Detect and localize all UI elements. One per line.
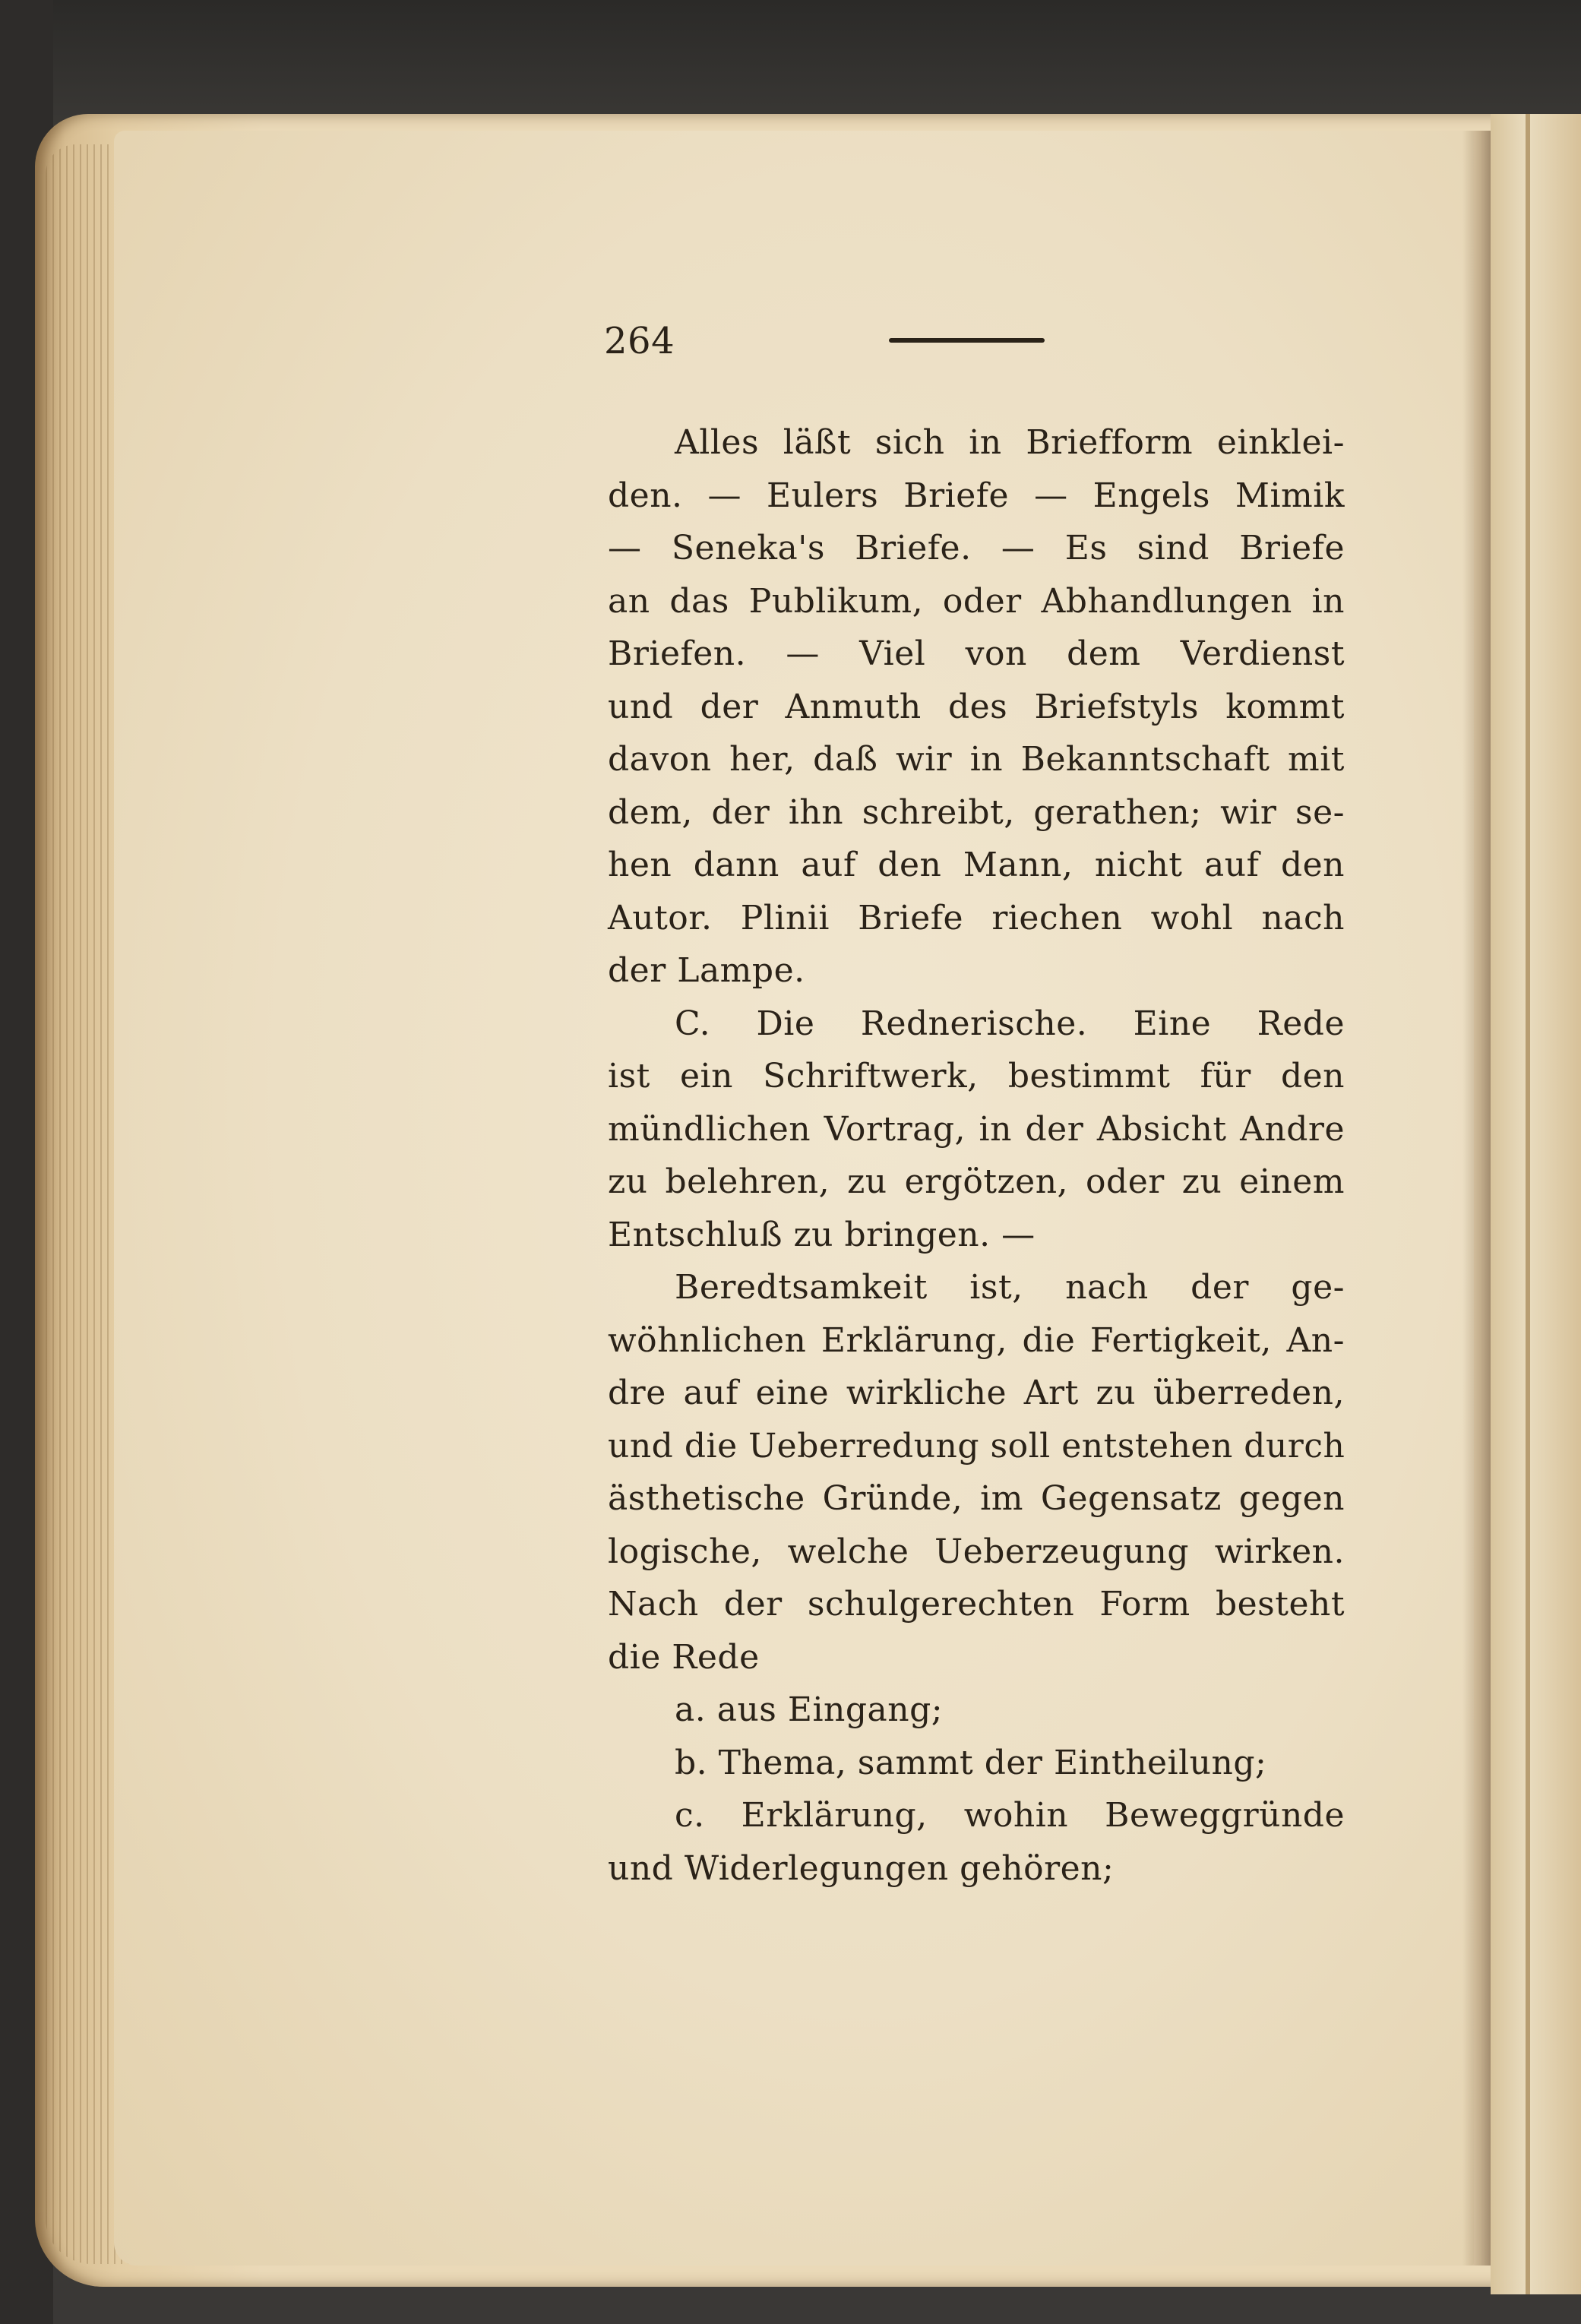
text-line: hen dann auf den Mann, nicht auf den (608, 846, 1345, 884)
text-line: die Rede (608, 1637, 760, 1677)
text-line: und der Anmuth des Briefstyls kommt (608, 687, 1345, 726)
list-item: b. Thema, sammt der Eintheilung; (675, 1743, 1267, 1782)
text-line: den. — Eulers Briefe — Engels Mimik (608, 476, 1345, 515)
facing-page-edge (1491, 114, 1581, 2294)
text-line: dre auf eine wirkliche Art zu überreden, (608, 1374, 1345, 1412)
list-item: a. aus Eingang; (675, 1690, 944, 1729)
text-line: mündlichen Vortrag, in der Absicht Andre (608, 1109, 1345, 1149)
text-line: an das Publikum, oder Abhandlungen in (608, 581, 1345, 621)
page-number: 264 (604, 320, 675, 362)
book-gutter (1462, 131, 1493, 2266)
text-line: Autor. Plinii Briefe riechen wohl nach (608, 898, 1345, 938)
text-line: logische, welche Ueberzeugung wirken. (608, 1532, 1345, 1571)
text-line: und Widerlegungen gehören; (608, 1848, 1115, 1888)
list-item: c. Erklärung, wohin Beweggründe (675, 1796, 1345, 1835)
text-line: Nach der schulgerechten Form besteht (608, 1585, 1345, 1624)
text-line: ist ein Schriftwerk, bestimmt für den (608, 1057, 1345, 1096)
text-line: Briefen. — Viel von dem Verdienst (608, 634, 1345, 673)
header-rule (889, 338, 1045, 343)
section-heading-line: C. Die Rednerische. Eine Rede (675, 1004, 1345, 1043)
text-line: dem, der ihn schreibt, gerathen; wir se- (608, 792, 1345, 832)
text-line: ästhetische Gründe, im Gegensatz gegen (608, 1479, 1345, 1518)
text-line: zu belehren, zu ergötzen, oder zu einem (608, 1162, 1345, 1201)
text-line: wöhnlichen Erklärung, die Fertigkeit, An- (608, 1320, 1345, 1360)
text-line: der Lampe. (608, 951, 805, 990)
text-line: Entschluß zu bringen. — (608, 1215, 1036, 1254)
running-header (604, 315, 1052, 368)
text-line: — Seneka's Briefe. — Es sind Briefe (608, 529, 1345, 568)
text-line: und die Ueberredung soll entstehen durch (608, 1426, 1345, 1466)
text-line: Beredtsamkeit ist, nach der ge- (675, 1268, 1345, 1307)
text-line: Alles läßt sich in Briefform einklei- (675, 423, 1345, 462)
facing-page-fold (1526, 114, 1530, 2294)
text-line: davon her, daß wir in Bekanntschaft mit (608, 740, 1345, 779)
body-text (608, 416, 1345, 1895)
